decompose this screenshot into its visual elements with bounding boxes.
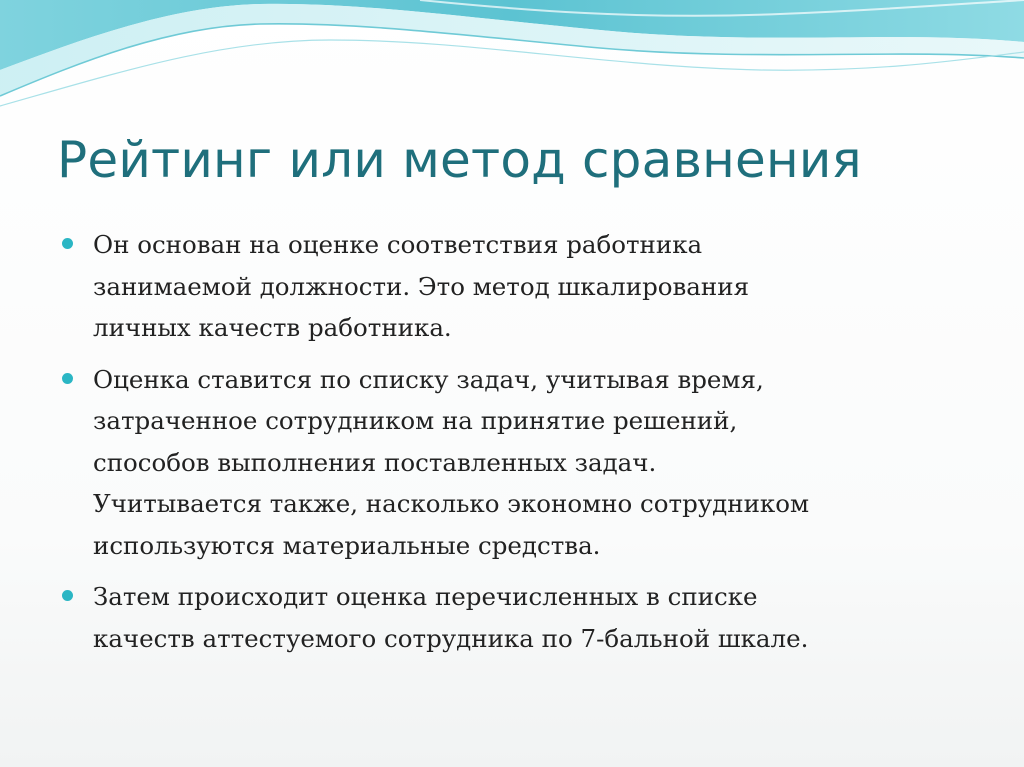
slide-title: Рейтинг или метод сравнения [57,131,862,189]
bullet-text-line: Оценка ставится по списку задач, учитывая время, [93,364,764,394]
bullet-text-line: Учитывается также, насколько экономно сотрудником [93,489,810,518]
bullet-text-line: затраченное сотрудником на принятие решений, [93,406,738,435]
bullet-item [60,359,960,567]
bullet-text-line: способов выполнения поставленных задач. [93,447,657,477]
bullet-text-line: Он основан на оценке соответствия работника [93,230,703,259]
bullet-text-line: занимаемой должности. Это метод шкалирования [93,271,750,301]
bullet-item [60,224,960,349]
decorative-wave-header [0,0,1024,120]
bullet-dot-icon [62,590,73,601]
bullet-text-line: качеств аттестуемого сотрудника по 7-бальной шкале. [93,623,809,653]
bullet-dot-icon [62,373,73,384]
bullet-list [60,224,960,669]
bullet-item [60,576,960,659]
bullet-dot-icon [62,238,73,249]
bullet-text-line: Затем происходит оценка перечисленных в списке [93,582,758,611]
bullet-text-line: используются материальные средства. [93,530,601,560]
bullet-text-line: личных качеств работника. [93,313,452,342]
